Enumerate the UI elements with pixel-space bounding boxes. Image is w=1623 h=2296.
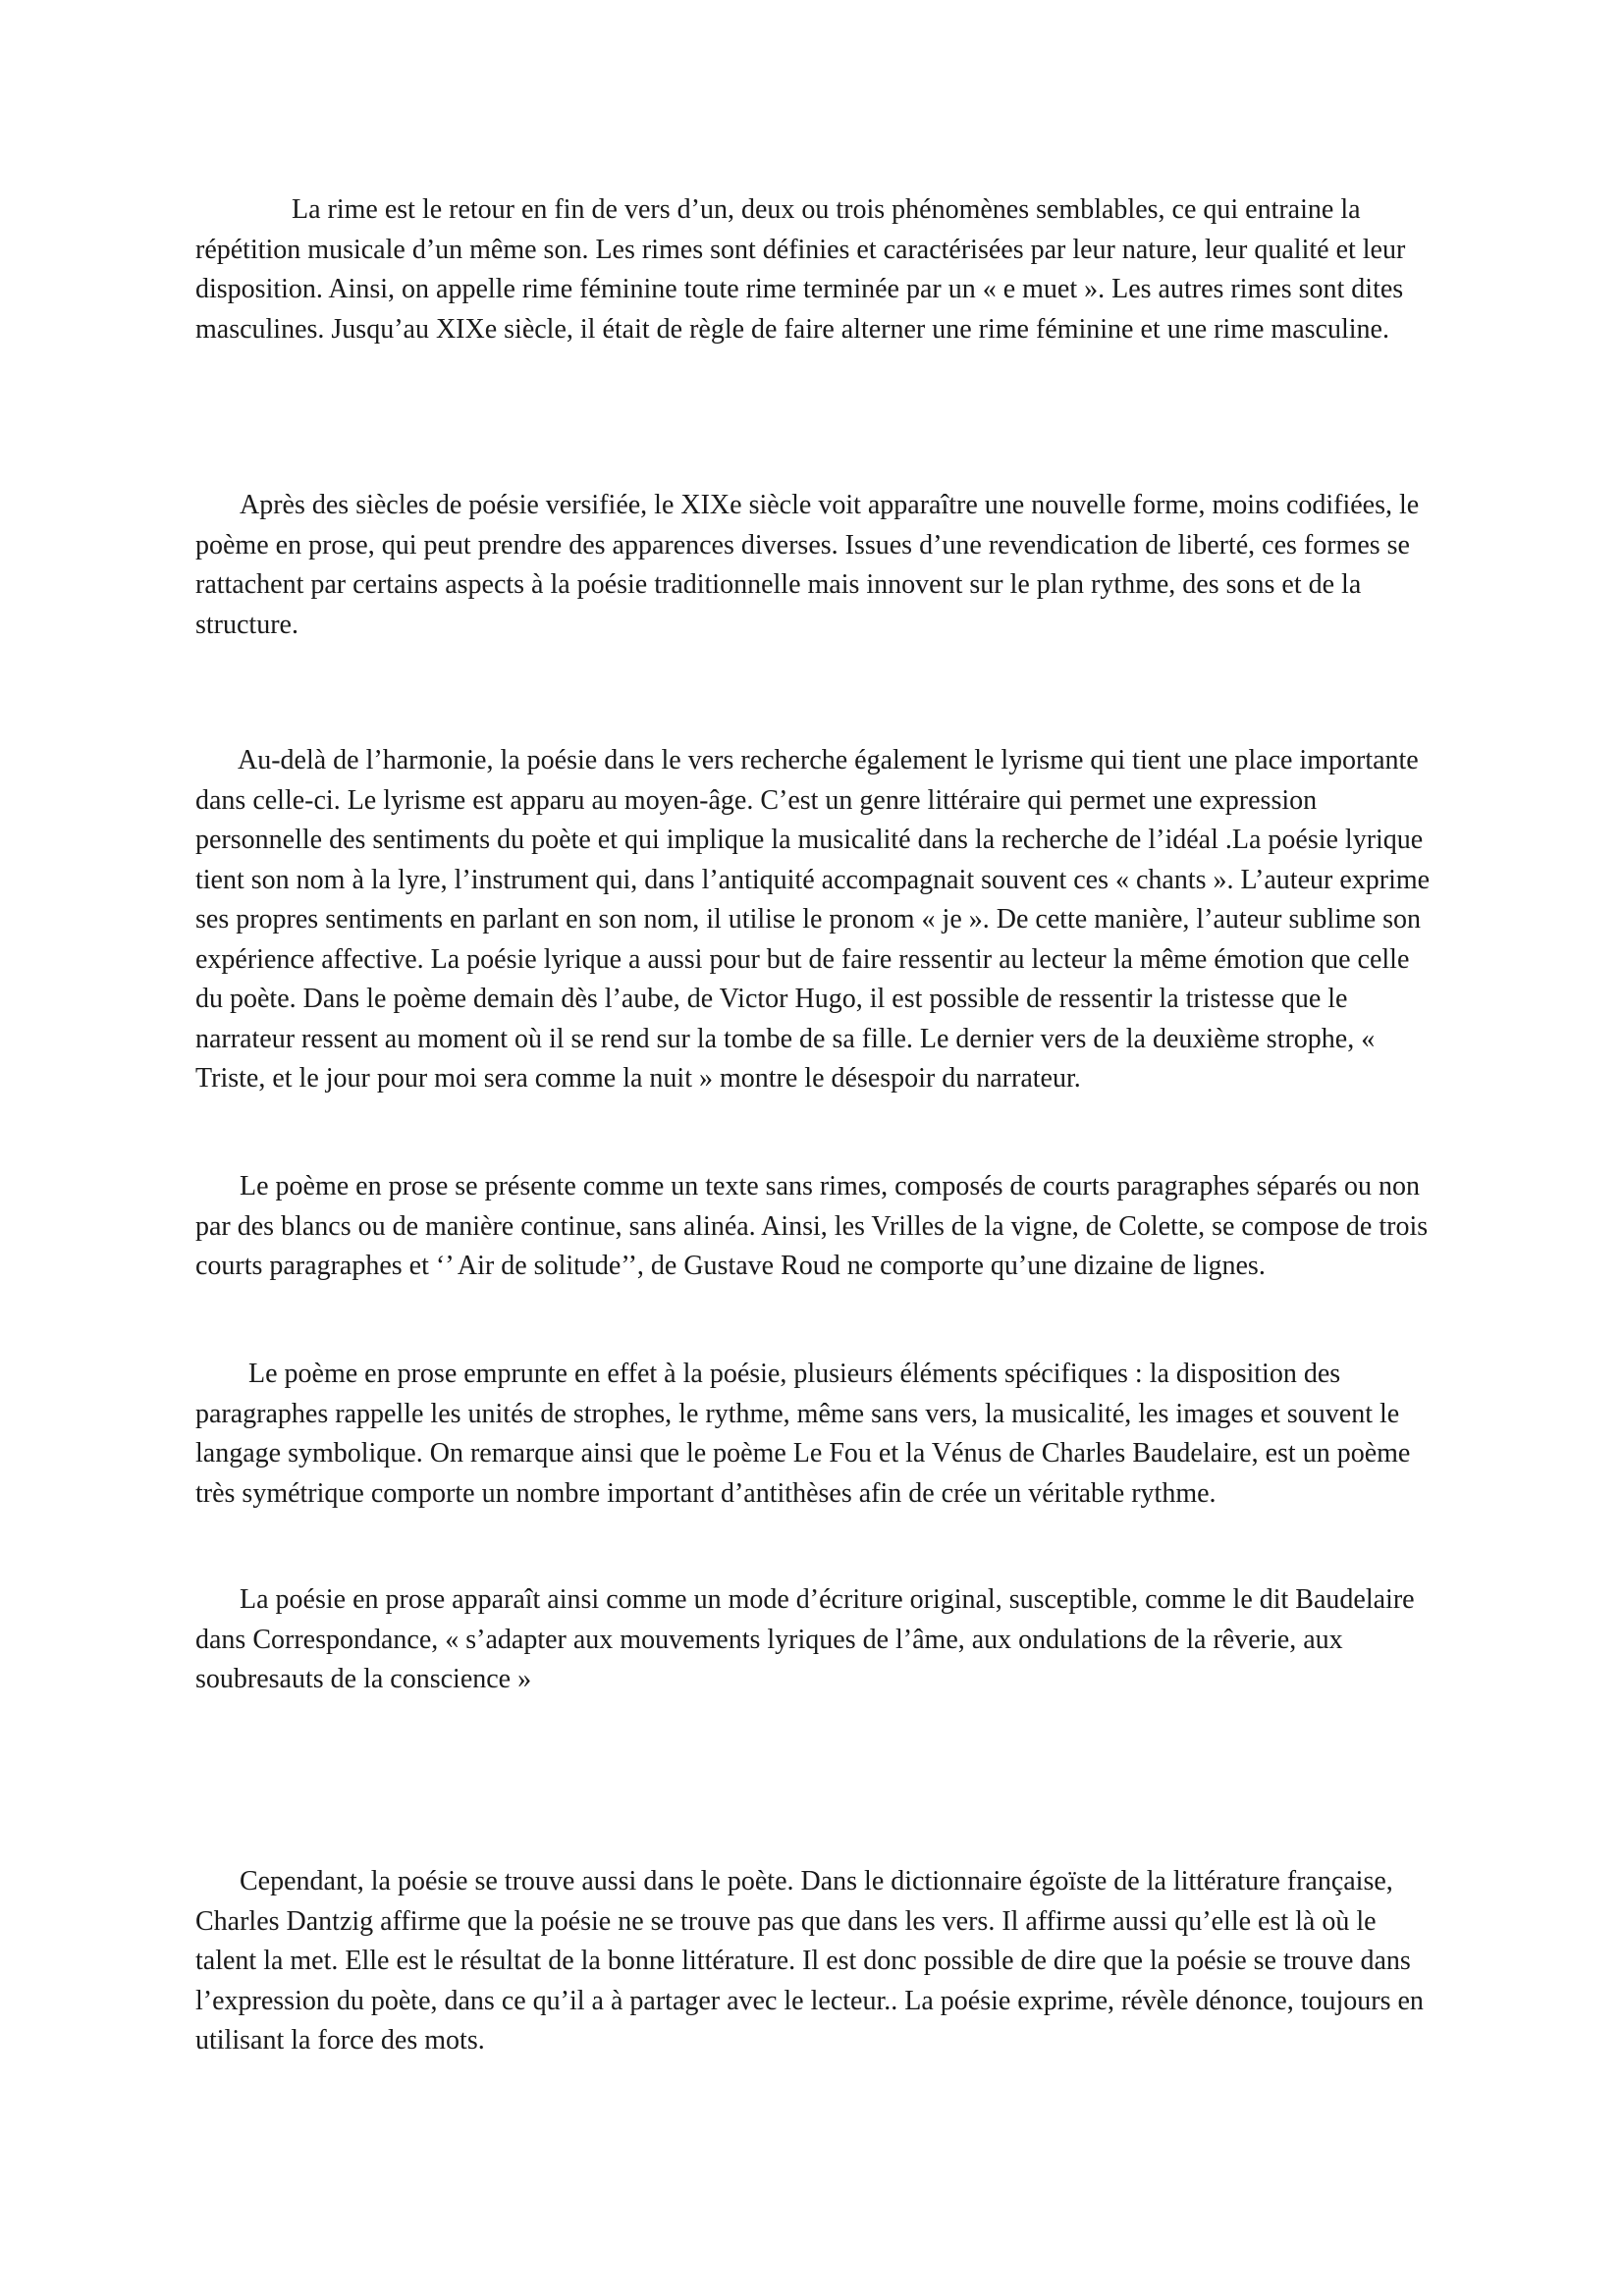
paragraph-poeme-en-prose-forme: Le poème en prose se présente comme un texte sans rimes, composés de courts paragraphes séparés ou non par des blancs ou de manière continue, sans alinéa. Ainsi, les Vrilles de la vigne, de Colette, se compose de trois courts paragraphes et ‘’ Air de solitude’’, de Gustave Roud ne comporte qu’une dizaine de lignes.	[195, 1171, 1429, 1281]
paragraph-lyrisme: Au-delà de l’harmonie, la poésie dans le vers recherche également le lyrisme qui tient une place importante dans celle-ci. Le lyrisme est apparu au moyen-âge. C’est un genre littéraire qui permet une expression personnelle des sentiments du poète et qui implique la musicalité dans la recherche de l’idéal .La poésie lyrique tient son nom à la lyre, l’instrument qui, dans l’antiquité accompagnait souvent ces « chants ». L’auteur exprime ses propres sentiments en parlant en son nom, il utilise le pronom « je ». De cette manière, l’auteur sublime son expérience affective. La poésie lyrique a aussi pour but de faire ressentir au lecteur la même émotion que celle du poète. Dans le poème demain dès l’aube, de Victor Hugo, il est possible de ressentir la tristesse que le narrateur ressent au moment où il se rend sur la tombe de sa fille. Le dernier vers de la deuxième strophe, « Triste, et le jour pour moi sera comme la nuit » montre le désespoir du narrateur.	[195, 745, 1431, 1094]
paragraph-rime-definition: La rime est le retour en fin de vers d’un, deux ou trois phénomènes semblables, ce qui entraine la répétition musicale d’un même son. Les rimes sont définies et caractérisées par leur nature, leur qualité et leur disposition. Ainsi, on appelle rime féminine toute rime terminée par un « e muet ». Les autres rimes sont dites masculines. Jusqu’au XIXe siècle, il était de règle de faire alterner une rime féminine et une rime masculine.	[195, 194, 1406, 345]
paragraph-poesie-dans-le-poete: Cependant, la poésie se trouve aussi dans le poète. Dans le dictionnaire égoïste de la littérature française, Charles Dantzig affirme que la poésie ne se trouve pas que dans les vers. Il affirme aussi qu’elle est là où le talent la met. Elle est le résultat de la bonne littérature. Il est donc possible de dire que la poésie se trouve dans l’expression du poète, dans ce qu’il a à partager avec le lecteur.. La poésie exprime, révèle dénonce, toujours en utilisant la force des mots.	[195, 1866, 1424, 2056]
paragraph-poeme-en-prose-intro: Après des siècles de poésie versifiée, le XIXe siècle voit apparaître une nouvelle forme, moins codifiées, le poème en prose, qui peut prendre des apparences diverses. Issues d’une revendication de liberté, ces formes se rattachent par certains aspects à la poésie traditionnelle mais innovent sur le plan rythme, des sons et de la structure.	[195, 490, 1420, 640]
paragraph-poesie-en-prose-mode: La poésie en prose apparaît ainsi comme un mode d’écriture original, susceptible, comme le dit Baudelaire dans Correspondance, « s’adapter aux mouvements lyriques de l’âme, aux ondulations de la rêverie, aux soubresauts de la conscience »	[195, 1584, 1415, 1694]
paragraph-poeme-en-prose-elements: Le poème en prose emprunte en effet à la poésie, plusieurs éléments spécifiques : la disposition des paragraphes rappelle les unités de strophes, le rythme, même sans vers, la musicalité, les images et souvent le langage symbolique. On remarque ainsi que le poème Le Fou et la Vénus de Charles Baudelaire, est un poème très symétrique comporte un nombre important d’antithèses afin de crée un véritable rythme.	[195, 1359, 1411, 1509]
